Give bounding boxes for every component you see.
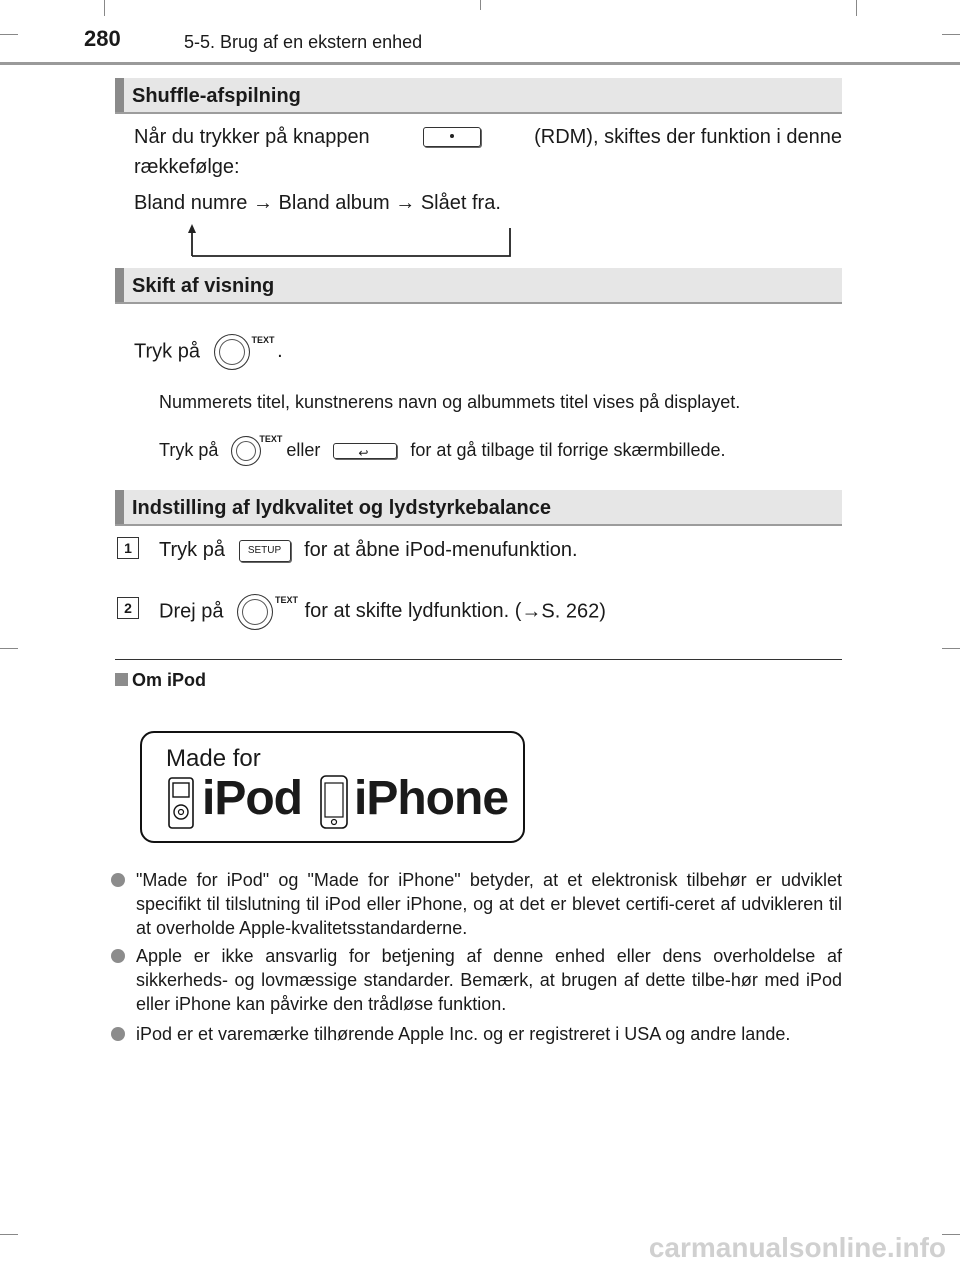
subheading-om-ipod	[115, 670, 206, 691]
section-heading-sound	[115, 490, 842, 526]
crop-mark	[856, 0, 857, 16]
arrow-right-icon: →	[252, 192, 279, 214]
subheading-text: Om iPod	[132, 670, 207, 690]
ipod-icon	[168, 777, 194, 829]
setup-button-icon: SETUP	[239, 540, 291, 562]
section-heading-display	[115, 268, 842, 304]
step-text: Drej på	[159, 600, 224, 623]
back-text: for at gå tilbage til forrige skærmbillede.	[410, 439, 726, 460]
heading-text: Shuffle-afspilning	[132, 85, 301, 107]
arrow-right-icon: →	[521, 600, 542, 623]
step-text: for at åbne iPod-menufunktion.	[304, 539, 578, 561]
step-1-text	[159, 535, 578, 565]
crop-mark	[942, 34, 960, 35]
knob-label: TEXT	[251, 335, 275, 345]
intro-text: (RDM), skiftes der funktion i denne	[534, 126, 842, 148]
bullet-text: iPod er et varemærke tilhørende Apple Inc. og er registreret i USA og andre lande.	[136, 1024, 791, 1044]
text-knob-icon	[231, 434, 283, 466]
display-back	[159, 436, 726, 466]
back-text: Tryk på	[159, 439, 219, 460]
section-title: 5-5. Brug af en ekstern enhed	[184, 32, 423, 52]
heading-bar	[115, 268, 124, 302]
logo-ipod: iPod	[202, 772, 302, 825]
display-desc: Nummerets titel, kunstnerens navn og albummets titel vises på displayet.	[159, 392, 741, 412]
step-number: 1	[117, 537, 139, 559]
square-bullet-icon	[115, 673, 128, 686]
bullet-text: "Made for iPod" og "Made for iPhone" betyder, at et elektronisk tilbehør er udviklet specifikt til tilslutning til iPod eller iPhone, og at det er blevet certifi-ceret af udvikleren til at overholde Apple-kvalitetsstandarderne.	[136, 870, 842, 938]
sequence-item: Bland album	[278, 192, 390, 214]
shuffle-sequence	[134, 188, 501, 218]
intro-text: rækkefølge:	[134, 156, 240, 178]
period-text: .	[277, 340, 283, 363]
bullet-text: Apple er ikke ansvarlig for betjening af denne enhed eller dens overholdelse af sikkerheds- og lovmæssige standarder. Bemærk, at brugen af dette tilbe-hør med iPod eller iPhone kan påvirke den trådløse funktion.	[136, 946, 842, 1014]
crop-mark	[104, 0, 105, 16]
knob-label: TEXT	[275, 595, 299, 605]
watermark: carmanualsonline.info	[648, 1232, 946, 1263]
loop-arrow-icon	[180, 222, 520, 262]
list-item	[124, 1022, 842, 1046]
sequence-item: Bland numre	[134, 192, 248, 214]
bullet-dot-icon	[111, 949, 125, 963]
bullet-dot-icon	[111, 873, 125, 887]
shuffle-intro	[134, 122, 842, 182]
page-number: 280	[84, 26, 121, 51]
crop-mark	[0, 1234, 18, 1235]
knob-label: TEXT	[259, 434, 283, 444]
step-number: 2	[117, 597, 139, 619]
step-text: for at skifte lydfunktion. (	[304, 600, 522, 623]
heading-text: Skift af visning	[132, 275, 275, 297]
bullet-dot-icon	[111, 1027, 125, 1041]
step-2-text	[159, 594, 606, 630]
display-press	[134, 334, 283, 370]
logo-iphone: iPhone	[354, 772, 509, 825]
logo-made-for: Made for	[166, 745, 261, 772]
text-knob-icon	[237, 594, 299, 630]
intro-text: Når du trykker på knappen	[134, 126, 370, 148]
divider	[115, 659, 842, 660]
made-for-ipod-iphone-logo	[140, 731, 525, 843]
heading-bar	[115, 490, 124, 524]
step-text: Tryk på	[159, 539, 225, 561]
back-text: eller	[286, 439, 321, 460]
header-rule	[0, 62, 960, 65]
crop-mark	[480, 0, 481, 10]
section-heading-shuffle	[115, 78, 842, 114]
crop-mark	[0, 648, 18, 649]
arrow-right-icon: →	[395, 192, 421, 214]
rdm-button-icon	[423, 127, 481, 147]
back-button-icon: ↩	[333, 443, 397, 459]
list-item	[124, 944, 842, 1016]
text-knob-icon	[214, 334, 275, 370]
sequence-item: Slået fra.	[420, 192, 501, 214]
iphone-icon	[320, 775, 348, 829]
press-text: Tryk på	[134, 340, 200, 363]
heading-bar	[115, 78, 124, 112]
heading-text: Indstilling af lydkvalitet og lydstyrkebalance	[132, 497, 552, 519]
crop-mark	[942, 648, 960, 649]
list-item	[124, 868, 842, 940]
page-reference: S. 262)	[541, 600, 606, 623]
crop-mark	[0, 34, 18, 35]
